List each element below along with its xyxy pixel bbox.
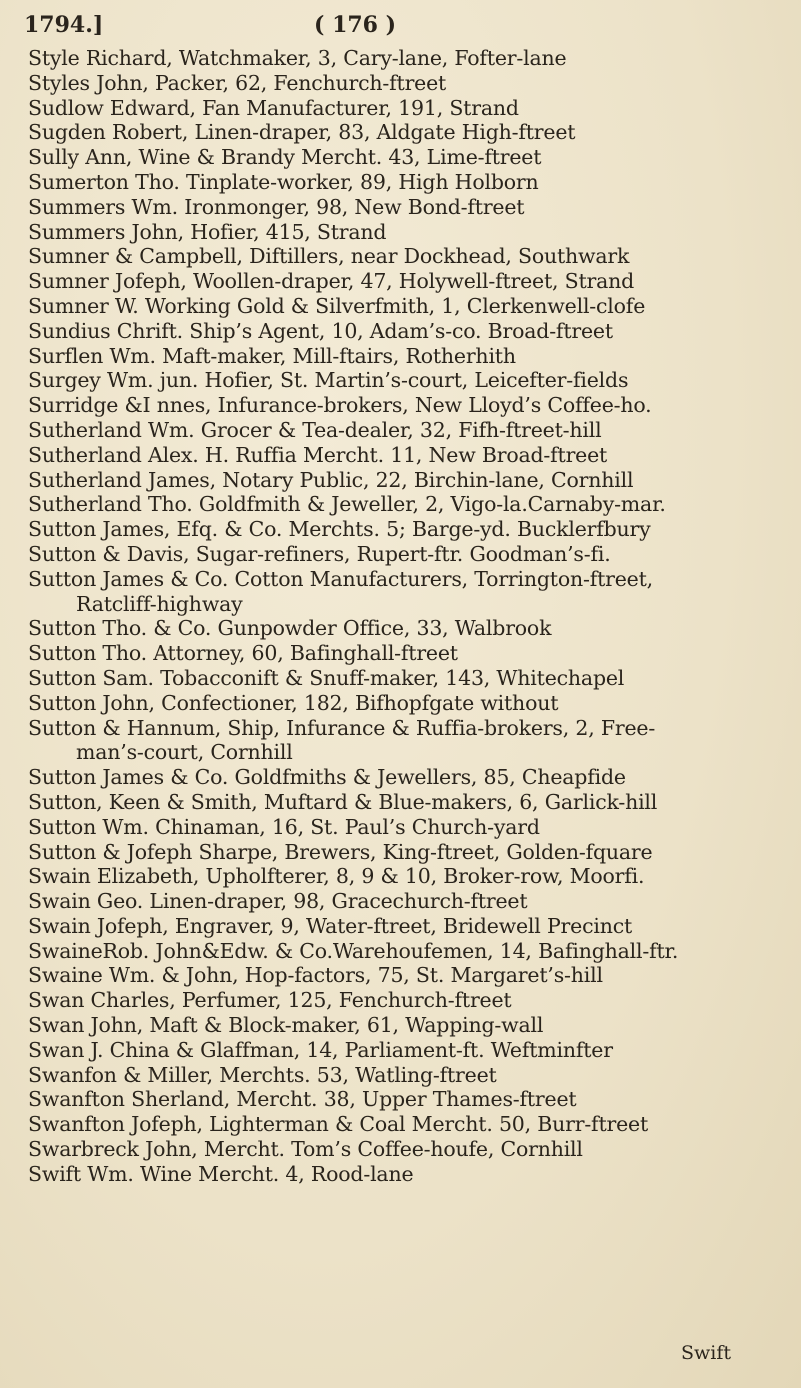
entry-text: Sutherland James, Notary Public, 22, Birchin-lane, Cornhill <box>28 467 634 492</box>
directory-entry <box>28 71 788 96</box>
entry-text: Swain Elizabeth, Upholfterer, 8, 9 & 10, Broker-row, Moorfi. <box>28 864 645 889</box>
directory-entry <box>28 294 788 319</box>
entry-text: Sutton James & Co. Goldfmiths & Jewellers, 85, Cheapfide <box>28 765 626 790</box>
entry-text: Swift Wm. Wine Mercht. 4, Rood-lane <box>28 1161 414 1186</box>
entry-text: Sutton Wm. Chinaman, 16, St. Paul’s Church-yard <box>28 814 540 839</box>
directory-entry <box>28 96 788 121</box>
directory-entry <box>28 988 788 1013</box>
header-page-number: ( 176 ) <box>314 12 397 38</box>
entry-text: Sutherland Alex. H. Ruffia Mercht. 11, New Broad-ftreet <box>28 442 608 467</box>
entry-text: Swarbreck John, Mercht. Tom’s Coffee-houfe, Cornhill <box>28 1137 583 1162</box>
entry-text: Surflen Wm. Maft-maker, Mill-ftairs, Rotherhith <box>28 343 516 368</box>
entry-text: Sutherland Wm. Grocer & Tea-dealer, 32, Fifh-ftreet-hill <box>28 417 602 442</box>
directory-entry <box>28 889 788 914</box>
directory-entry <box>28 592 788 617</box>
entry-text: Sutton Tho. & Co. Gunpowder Office, 33, Walbrook <box>28 616 552 641</box>
directory-entry <box>28 468 788 493</box>
entry-text: Sully Ann, Wine & Brandy Mercht. 43, Lime-ftreet <box>28 145 542 170</box>
directory-entry <box>28 939 788 964</box>
entry-text: SwaineRob. John&Edw. & Co.Warehoufemen, 14, Bafinghall-ftr. <box>28 938 679 963</box>
entry-text: Styles John, Packer, 62, Fenchurch-ftreet <box>28 70 447 95</box>
entry-text: Swanfton Sherland, Mercht. 38, Upper Thames-ftreet <box>28 1087 577 1112</box>
directory-entry <box>28 46 788 71</box>
entry-text: Swaine Wm. & John, Hop-factors, 75, St. Margaret’s-hill <box>28 963 603 988</box>
directory-entry <box>28 740 788 765</box>
directory-entry <box>28 840 788 865</box>
directory-entry <box>28 691 788 716</box>
entry-text: Sutherland Tho. Goldfmith & Jeweller, 2, Vigo-la.Carnaby-mar. <box>28 492 666 517</box>
directory-entry <box>28 914 788 939</box>
directory-entry <box>28 269 788 294</box>
entry-text: Surridge &I nnes, Infurance-brokers, New Lloyd’s Coffee-ho. <box>28 393 652 418</box>
directory-entry <box>28 443 788 468</box>
entry-text: Sumner & Campbell, Diftillers, near Dockhead, Southwark <box>28 244 630 269</box>
directory-entry <box>28 1013 788 1038</box>
entry-text: Sutton Sam. Tobacconift & Snuff-maker, 143, Whitechapel <box>28 665 625 690</box>
entry-text: Sutton & Jofeph Sharpe, Brewers, King-ftreet, Golden-fquare <box>28 839 653 864</box>
directory-entry <box>28 368 788 393</box>
directory-entry <box>28 418 788 443</box>
directory-entry <box>28 393 788 418</box>
entry-text: Sutton Tho. Attorney, 60, Bafinghall-ftreet <box>28 641 458 666</box>
directory-entry <box>28 1063 788 1088</box>
directory-entries <box>28 46 788 1187</box>
entry-text: Swanfon & Miller, Merchts. 53, Watling-ftreet <box>28 1062 497 1087</box>
directory-entry <box>28 1087 788 1112</box>
header-year: 1794.] <box>24 12 104 38</box>
entry-text: man’s-court, Cornhill <box>76 740 293 765</box>
entry-text: Sudlow Edward, Fan Manufacturer, 191, Strand <box>28 95 519 120</box>
entry-text: Swan Charles, Perfumer, 125, Fenchurch-ftreet <box>28 988 512 1013</box>
entry-text: Sutton & Davis, Sugar-refiners, Rupert-ftr. Goodman’s-fi. <box>28 541 611 566</box>
directory-entry <box>28 120 788 145</box>
entry-text: Sutton John, Confectioner, 182, Bifhopfgate without <box>28 690 559 715</box>
directory-entry <box>28 567 788 592</box>
entry-text: Swan John, Maft & Block-maker, 61, Wapping-wall <box>28 1013 544 1038</box>
directory-entry <box>28 716 788 741</box>
entry-text: Ratcliff-highway <box>76 591 243 616</box>
directory-entry <box>28 1162 788 1187</box>
entry-text: Swanfton Jofeph, Lighterman & Coal Mercht. 50, Burr-ftreet <box>28 1112 648 1137</box>
page-header <box>24 8 777 44</box>
entry-text: Swain Jofeph, Engraver, 9, Water-ftreet, Bridewell Precinct <box>28 913 633 938</box>
entry-text: Style Richard, Watchmaker, 3, Cary-lane, Fofter-lane <box>28 46 567 70</box>
directory-entry <box>28 616 788 641</box>
entry-text: Summers Wm. Ironmonger, 98, New Bond-ftreet <box>28 194 525 219</box>
directory-entry <box>28 344 788 369</box>
directory-entry <box>28 765 788 790</box>
directory-entry <box>28 1112 788 1137</box>
directory-entry <box>28 145 788 170</box>
entry-text: Summers John, Hofier, 415, Strand <box>28 219 387 244</box>
entry-text: Sutton James, Efq. & Co. Merchts. 5; Barge-yd. Bucklerfbury <box>28 517 651 542</box>
directory-entry <box>28 790 788 815</box>
entry-text: Sumner W. Working Gold & Silverfmith, 1, Clerkenwell-clofe <box>28 293 646 318</box>
directory-entry <box>28 963 788 988</box>
directory-entry <box>28 244 788 269</box>
directory-entry <box>28 195 788 220</box>
directory-entry <box>28 666 788 691</box>
entry-text: Sugden Robert, Linen-draper, 83, Aldgate High-ftreet <box>28 120 576 145</box>
entry-text: Sundius Chrift. Ship’s Agent, 10, Adam’s-co. Broad-ftreet <box>28 318 613 343</box>
directory-entry <box>28 641 788 666</box>
entry-text: Sutton James & Co. Cotton Manufacturers, Torrington-ftreet, <box>28 566 653 591</box>
entry-text: Surgey Wm. jun. Hofier, St. Martin’s-court, Leicefter-fields <box>28 368 629 393</box>
directory-entry <box>28 864 788 889</box>
entry-text: Swain Geo. Linen-draper, 98, Gracechurch-ftreet <box>28 889 528 914</box>
directory-entry <box>28 815 788 840</box>
directory-entry <box>28 170 788 195</box>
directory-entry <box>28 492 788 517</box>
entry-text: Sutton & Hannum, Ship, Infurance & Ruffia-brokers, 2, Free- <box>28 715 656 740</box>
directory-entry <box>28 319 788 344</box>
directory-entry <box>28 517 788 542</box>
entry-text: Sutton, Keen & Smith, Muftard & Blue-makers, 6, Garlick-hill <box>28 789 658 814</box>
directory-entry <box>28 220 788 245</box>
directory-entry <box>28 1038 788 1063</box>
entry-text: Swan J. China & Glaffman, 14, Parliament-ft. Weftminfter <box>28 1037 613 1062</box>
directory-entry <box>28 542 788 567</box>
entry-text: Sumerton Tho. Tinplate-worker, 89, High Holborn <box>28 169 539 194</box>
directory-entry <box>28 1137 788 1162</box>
entry-text: Sumner Jofeph, Woollen-draper, 47, Holywell-ftreet, Strand <box>28 269 635 294</box>
catchword: Swift <box>680 1342 731 1364</box>
